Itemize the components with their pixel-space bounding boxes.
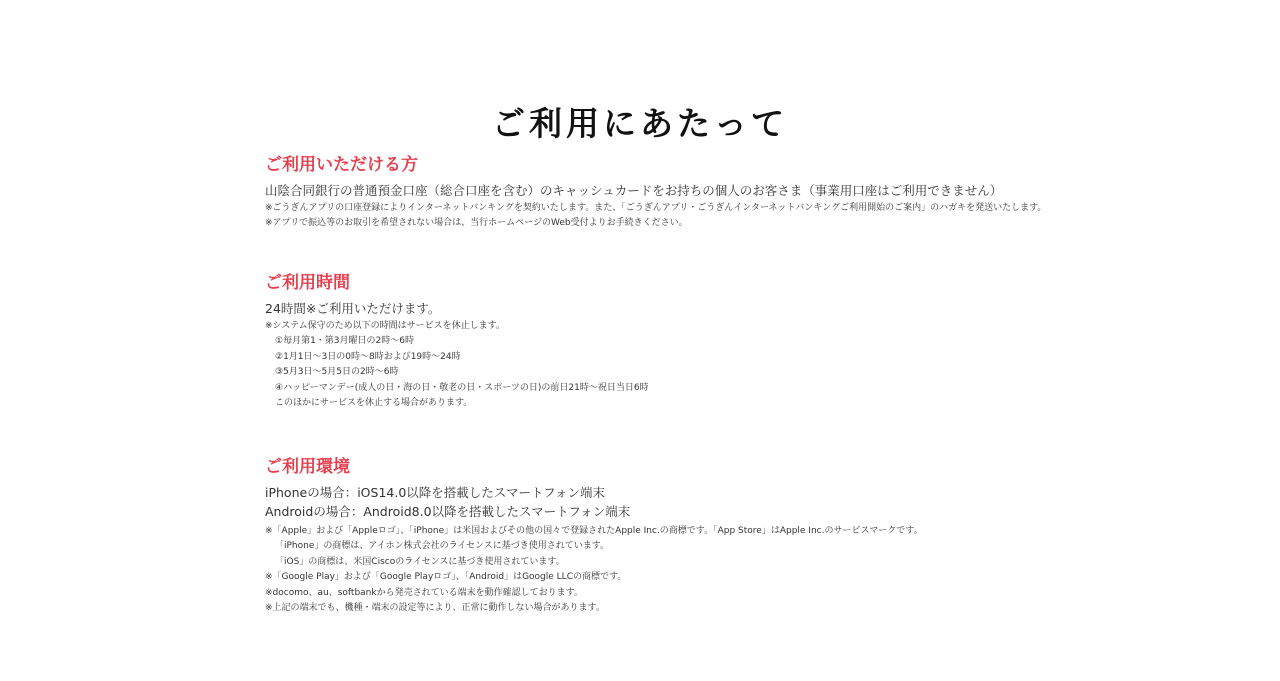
note-device-settings: ※上記の端末でも、機種・端末の設定等により、正常に動作しない場合があります。	[265, 603, 605, 614]
page-title: ご利用にあたって	[492, 104, 788, 143]
note-apple-trademark: ※「Apple」および「Appleロゴ」、「iPhone」は米国およびその他の国々で登録されたApple Inc.の商標です。「App Store」はApple Inc.のサービスマークです。	[265, 526, 923, 536]
note-ios-trademark: 「iOS」の商標は、米国Ciscoのライセンスに基づき使用されています。	[275, 556, 565, 567]
section-service-hours	[265, 272, 1225, 411]
maintenance-item-1: ①毎月第1・第3月曜日の2時〜6時	[275, 336, 414, 347]
section-heading-environment: ご利用環境	[265, 457, 350, 477]
note-web-application: ※アプリで振込等のお取引を希望されない場合は、当行ホームページのWeb受付よりお手続きください。	[265, 218, 688, 229]
maintenance-item-2: ②1月1日〜3日の0時〜8時および19時〜24時	[275, 351, 461, 362]
section-environment	[265, 456, 1225, 616]
note-maintenance: ※システム保守のため以下の時間はサービスを休止します。	[265, 321, 505, 331]
section-heading-service-hours: ご利用時間	[265, 273, 350, 293]
maintenance-item-4: ④ハッピーマンデー(成人の日・海の日・敬老の日・スポーツの日)の前日21時〜祝日当日6時	[275, 382, 649, 393]
note-google-trademark: ※「Google Play」および「Google Playロゴ」、「Android」はGoogle LLCの商標です。	[265, 572, 627, 583]
environment-android: Androidの場合：Android8.0以降を搭載したスマートフォン端末	[265, 504, 631, 519]
eligibility-text: 山陰合同銀行の普通預金口座（総合口座を含む）のキャッシュカードをお持ちの個人のお客さま（事業用口座はご利用できません）	[265, 183, 1003, 198]
note-registration: ※ごうぎんアプリの口座登録によりインターネットバンキングを契約いたします。また、「ごうぎんアプリ・ごうぎんインターネットバンキングご利用開始のご案内」のハガキを発送いたします。	[265, 203, 1047, 213]
section-heading-eligible-users: ご利用いただける方	[265, 155, 418, 175]
maintenance-other: このほかにサービスを休止する場合があります。	[275, 398, 473, 409]
section-eligible-users	[265, 154, 1225, 232]
maintenance-item-3: ③5月3日〜5月5日の2時〜6時	[275, 367, 399, 378]
note-carrier-verification: ※docomo、au、softbankから発売されている端末を動作確認しております。	[265, 587, 583, 598]
note-iphone-trademark: 「iPhone」の商標は、アイホン株式会社のライセンスに基づき使用されています。	[275, 541, 610, 552]
environment-iphone: iPhoneの場合：iOS14.0以降を搭載したスマートフォン端末	[265, 485, 606, 500]
service-hours-text: 24時間※ご利用いただけます。	[265, 301, 441, 316]
